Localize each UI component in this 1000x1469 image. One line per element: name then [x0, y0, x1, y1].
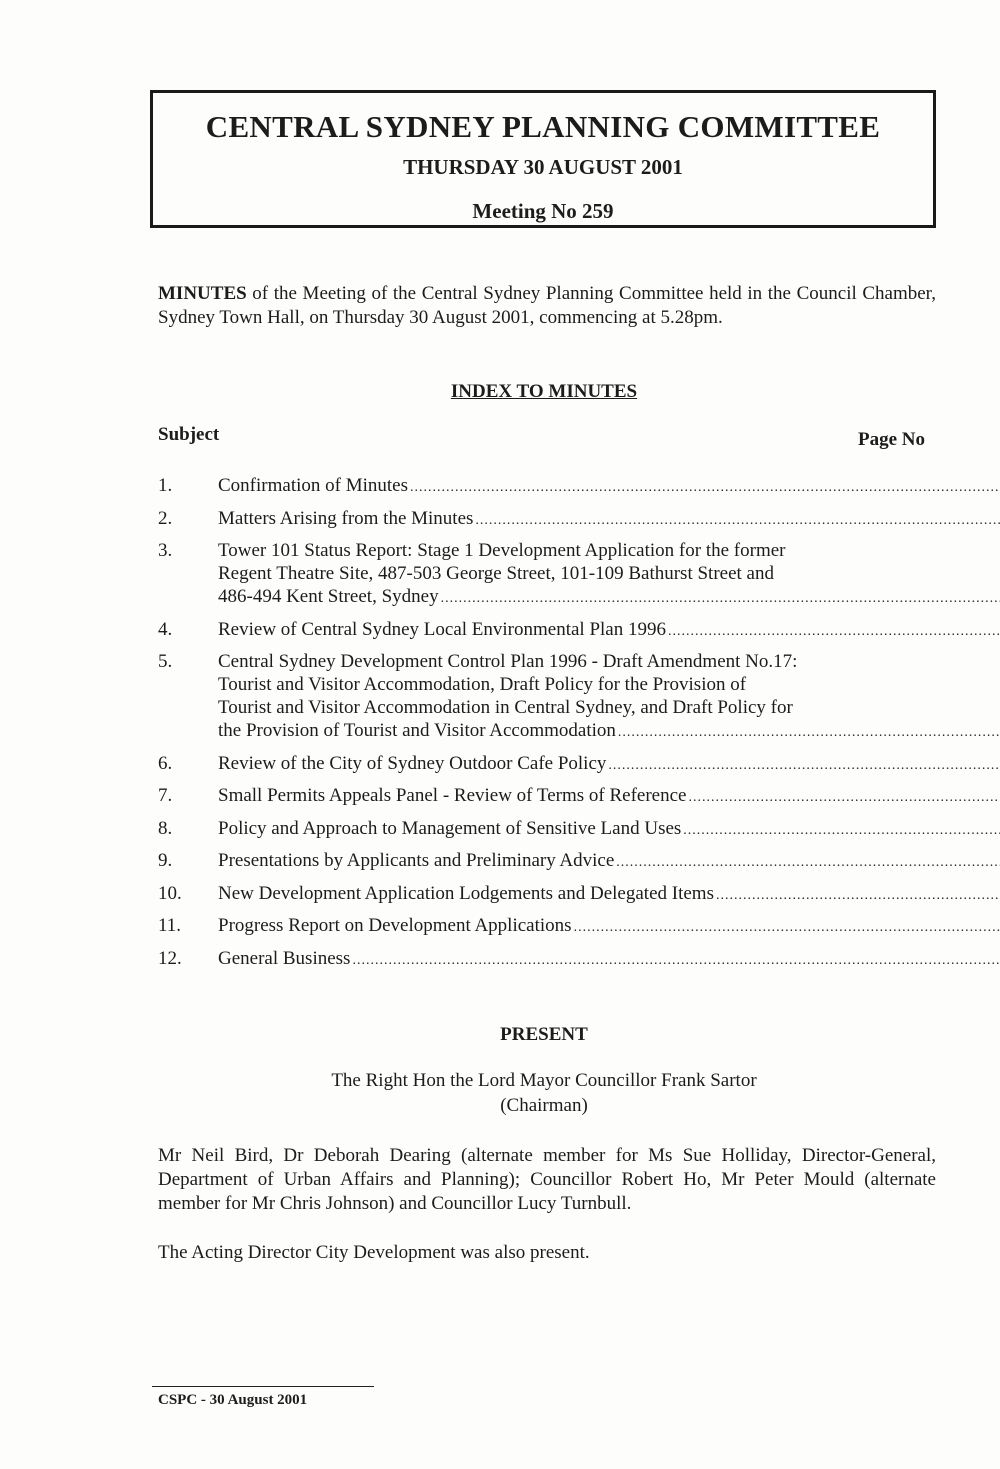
- index-item-lastline: [218, 585, 1000, 610]
- dot-leader: [410, 476, 1000, 499]
- index-item-line: Tourist and Visitor Accommodation in Central Sydney, and Draft Policy for: [218, 697, 793, 718]
- index-item-body: [218, 817, 1000, 842]
- index-item-lastline: [218, 752, 1000, 777]
- index-item: [158, 539, 925, 610]
- index-item-title: General Business: [218, 947, 351, 969]
- chairman-name: The Right Hon the Lord Mayor Councillor Frank Sartor: [331, 1070, 757, 1091]
- index-item-lastline: [218, 849, 1000, 874]
- index-item-title: Review of the City of Sydney Outdoor Cafe Policy: [218, 752, 607, 774]
- committee-title: CENTRAL SYDNEY PLANNING COMMITTEE: [205, 109, 881, 144]
- index-item-body: [218, 650, 1000, 744]
- index-item-number: 4.: [158, 618, 173, 640]
- index-item-lastline: [218, 914, 1000, 939]
- index-item: [158, 507, 925, 532]
- dot-leader: [716, 884, 1000, 907]
- index-item-body: [218, 474, 1000, 499]
- index-item-title: the Provision of Tourist and Visitor Accommodation: [218, 720, 616, 741]
- index-item-body: [218, 784, 1000, 809]
- index-item: [158, 784, 925, 809]
- dot-leader: [352, 949, 1000, 972]
- index-item: [158, 947, 925, 972]
- index-item: [158, 650, 925, 744]
- index-item: [158, 882, 925, 907]
- chairman-role: (Chairman): [500, 1095, 588, 1116]
- subject-column-label: Subject: [158, 424, 220, 445]
- footer-divider: [152, 1386, 374, 1387]
- index-item-body: [218, 507, 1000, 532]
- index-item-number: 12.: [158, 947, 182, 969]
- index-item-lastline: [218, 507, 1000, 532]
- members-present: Mr Neil Bird, Dr Deborah Dearing (alternate member for Ms Sue Holliday, Director-General, Department of Urban Affairs and Planning); Councillor Robert Ho, Mr Peter Mould (alternate member for Mr Chris Johnson) and Councillor Lucy Turnbull.: [158, 1145, 936, 1214]
- dot-leader: [574, 916, 1000, 939]
- index-heading-text: INDEX TO MINUTES: [450, 381, 638, 402]
- index-item-body: [218, 618, 1000, 643]
- index-item-title: Review of Central Sydney Local Environmental Plan 1996: [218, 618, 666, 640]
- title-box: [150, 90, 936, 228]
- meeting-number: Meeting No 259: [472, 199, 614, 223]
- index-item-lastline: [218, 618, 1000, 643]
- intro-lead: MINUTES: [158, 283, 247, 304]
- present-heading: PRESENT: [500, 1024, 588, 1045]
- index-item-number: 6.: [158, 752, 173, 774]
- index-item-lastline: [218, 474, 1000, 499]
- index-item: [158, 817, 925, 842]
- index-item-line: Central Sydney Development Control Plan 1996 - Draft Amendment No.17:: [218, 651, 798, 672]
- index-item-line: Tower 101 Status Report: Stage 1 Development Application for the former: [218, 540, 786, 561]
- index-item-title: Presentations by Applicants and Preliminary Advice: [218, 850, 615, 871]
- dot-leader: [683, 819, 1000, 842]
- index-item-number: 8.: [158, 817, 173, 839]
- index-list: [158, 474, 925, 979]
- index-item-title: Progress Report on Development Applications: [218, 915, 572, 936]
- index-item-number: 10.: [158, 882, 182, 904]
- index-item-number: 11.: [158, 915, 182, 936]
- dot-leader: [475, 509, 1000, 532]
- index-item-body: [218, 882, 1000, 907]
- index-item-body: [218, 539, 1000, 610]
- dot-leader: [688, 786, 1000, 809]
- dot-leader: [618, 721, 1000, 744]
- dot-leader: [441, 587, 1000, 610]
- index-item-number: 7.: [158, 785, 173, 806]
- meeting-date: THURSDAY 30 AUGUST 2001: [403, 155, 683, 179]
- index-item-body: [218, 752, 1000, 777]
- index-heading: [0, 381, 1000, 403]
- index-item-lastline: [218, 947, 1000, 972]
- also-present: The Acting Director City Development was also present.: [158, 1242, 590, 1263]
- index-item-number: 3.: [158, 540, 173, 561]
- index-item-body: [218, 914, 1000, 939]
- index-item-title: Policy and Approach to Management of Sensitive Land Uses: [218, 817, 682, 839]
- index-item-title: New Development Application Lodgements and Delegated Items: [218, 882, 714, 904]
- index-item-body: [218, 947, 1000, 972]
- index-item: [158, 914, 925, 939]
- dot-leader: [608, 754, 1000, 777]
- index-item: [158, 849, 925, 874]
- index-item-title: Matters Arising from the Minutes: [218, 507, 474, 529]
- index-item: [158, 752, 925, 777]
- intro-paragraph: [158, 282, 936, 330]
- index-item-body: [218, 849, 1000, 874]
- index-item-number: 9.: [158, 850, 173, 871]
- index-item-lastline: [218, 882, 1000, 907]
- index-item-title: 486-494 Kent Street, Sydney: [218, 586, 439, 607]
- dot-leader: [616, 851, 1000, 874]
- index-item: [158, 618, 925, 643]
- index-item-number: 1.: [158, 475, 173, 496]
- index-item-number: 5.: [158, 651, 173, 672]
- index-item-line: Regent Theatre Site, 487-503 George Street, 101-109 Bathurst Street and: [218, 563, 774, 584]
- index-item-lastline: [218, 719, 1000, 744]
- index-item-title: Confirmation of Minutes: [218, 475, 408, 496]
- dot-leader: [668, 620, 1000, 643]
- index-item-line: Tourist and Visitor Accommodation, Draft Policy for the Provision of: [218, 674, 747, 695]
- intro-text: of the Meeting of the Central Sydney Planning Committee held in the Council Chamber, Sydney Town Hall, on Thursday 30 August 2001, commencing at 5.28pm.: [158, 283, 936, 328]
- index-item-lastline: [218, 784, 1000, 809]
- page-column-label: Page No: [857, 429, 925, 450]
- index-item-number: 2.: [158, 507, 173, 529]
- footer-text: CSPC - 30 August 2001: [158, 1392, 308, 1408]
- index-item-lastline: [218, 817, 1000, 842]
- index-item-title: Small Permits Appeals Panel - Review of Terms of Reference: [218, 785, 687, 806]
- index-item: [158, 474, 925, 499]
